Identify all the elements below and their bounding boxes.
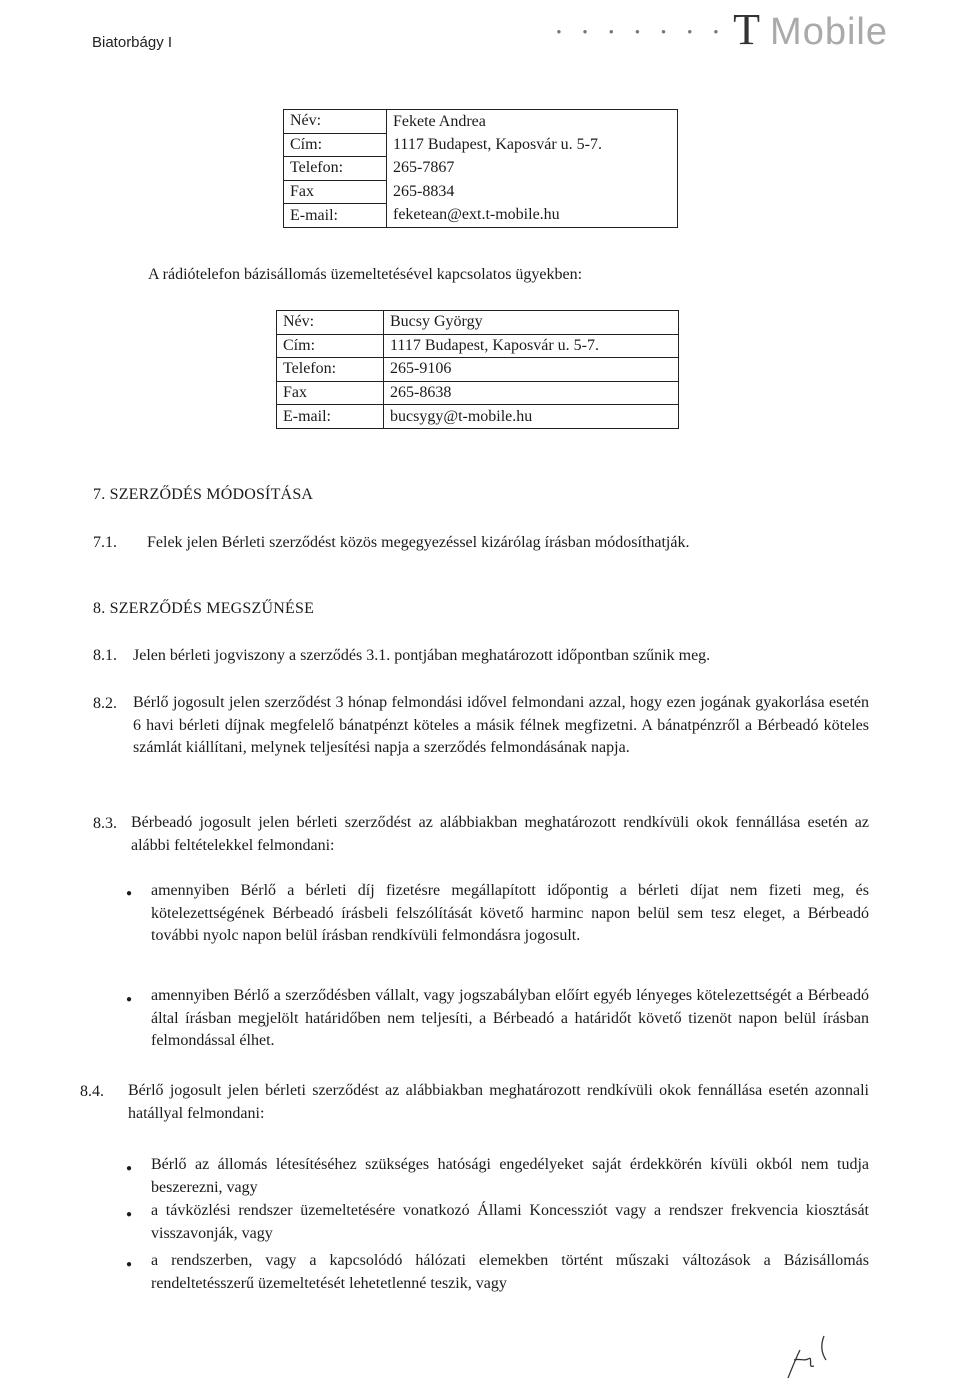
section-8-heading: 8. SZERZŐDÉS MEGSZŰNÉSE bbox=[93, 600, 315, 617]
bullet-icon: ● bbox=[126, 888, 133, 899]
clause-number: 8.3. bbox=[93, 815, 117, 832]
clause-number: 8.2. bbox=[93, 695, 117, 712]
clause-8-1-text: Jelen bérleti jogviszony a szerződés 3.1. pontjában meghatározott időpontban szűnik meg. bbox=[133, 647, 711, 664]
signature-mark bbox=[780, 1328, 840, 1384]
clause-number: 8.4. bbox=[80, 1083, 104, 1100]
contact-label: E-mail: bbox=[277, 405, 384, 429]
clause-number: 7.1. bbox=[93, 534, 117, 551]
contact-row bbox=[284, 157, 678, 181]
t-mobile-logo bbox=[556, 5, 888, 56]
contact-value: 1117 Budapest, Kaposvár u. 5-7. bbox=[384, 334, 679, 358]
list-item: amennyiben Bérlő a bérleti díj fizetésre megállapított időpontig a bérleti díjat nem fizeti meg, és kötelezettségének Bérbeadó írásbeli felszólítását követő harminc napon belül sem tesz eleget, a Bérbeadó további nyolc napon belül írásban rendkívüli felmondásra jogosult. bbox=[151, 882, 869, 944]
bullet-icon: ● bbox=[126, 1163, 133, 1174]
list-item: amennyiben Bérlő a szerződésben vállalt, vagy jogszabályban előírt egyéb lényeges kötelezettségét a Bérbeadó által írásban megjelölt határidőben nem teljesíti, a Bérbeadó a határidőt követő tizenöt napon belül írásban felmondással élhet. bbox=[151, 987, 869, 1049]
contact-row bbox=[284, 110, 678, 134]
contact-label: Név: bbox=[284, 110, 387, 134]
contact-table-1 bbox=[283, 109, 678, 228]
contact-value: feketean@ext.t-mobile.hu bbox=[393, 206, 560, 224]
clause-number: 8.1. bbox=[93, 647, 117, 664]
contact-label: Telefon: bbox=[277, 358, 384, 382]
clause-8-3-text: Bérbeadó jogosult jelen bérleti szerződést az alábbiakban meghatározott rendkívüli okok fennállása esetén az alábbi feltételekkel felmondani: bbox=[131, 814, 869, 854]
bullet-icon: ● bbox=[126, 1259, 133, 1270]
contact-row bbox=[277, 334, 679, 358]
clause-8-2-text: Bérlő jogosult jelen szerződést 3 hónap felmondási idővel felmondani azzal, hogy ezen jogának gyakorlása esetén 6 havi bérleti díjnak megfelelő bánatpénzt köteles a másik félnek megfizetni. A bánatpénzről a Bérbeadó köteles számlát kiállítani, melynek teljesítési napja a szerződés felmondásának napja. bbox=[133, 694, 869, 756]
contact-row bbox=[277, 405, 679, 429]
contact-value: Fekete Andrea bbox=[393, 112, 486, 130]
header-location: Biatorbágy I bbox=[92, 34, 173, 51]
brand-t-letter: T bbox=[733, 5, 761, 54]
contact-label: Fax bbox=[284, 180, 387, 204]
contact-row bbox=[277, 311, 679, 335]
brand-mobile-text: Mobile bbox=[770, 11, 888, 53]
intro-paragraph: A rádiótelefon bázisállomás üzemeltetésével kapcsolatos ügyekben: bbox=[148, 266, 583, 283]
contact-value: 265-9106 bbox=[384, 358, 679, 382]
contact-row bbox=[284, 180, 678, 204]
list-item: Bérlő az állomás létesítéséhez szükséges hatósági engedélyeket saját érdekkörén kívüli okból nem tudja beszerezni, vagy bbox=[151, 1156, 869, 1196]
clause-8-4-text: Bérlő jogosult jelen bérleti szerződést az alábbiakban meghatározott rendkívüli okok fennállása esetén azonnali hatállyal felmondani: bbox=[128, 1082, 869, 1122]
clause-7-1-text: Felek jelen Bérleti szerződést közös megegyezéssel kizárólag írásban módosíthatják. bbox=[147, 534, 690, 551]
brand-dots: • • • • • • • bbox=[556, 24, 728, 39]
contact-row bbox=[284, 204, 678, 228]
contact-label: Név: bbox=[277, 311, 384, 335]
contact-value: 1117 Budapest, Kaposvár u. 5-7. bbox=[393, 135, 602, 153]
list-item: a távközlési rendszer üzemeltetésére vonatkozó Állami Koncessziót vagy a rendszer frekvencia kiosztását visszavonják, vagy bbox=[151, 1202, 869, 1242]
contact-row bbox=[277, 381, 679, 405]
list-item: a rendszerben, vagy a kapcsolódó hálózati elemekben történt műszaki változások a Bázisállomás rendeltetésszerű üzemeltetését lehetetlenné teszik, vagy bbox=[151, 1252, 869, 1292]
contact-value: 265-7867 bbox=[393, 159, 455, 177]
contact-value: bucsygy@t-mobile.hu bbox=[384, 405, 679, 429]
section-7-heading: 7. SZERZŐDÉS MÓDOSÍTÁSA bbox=[93, 486, 314, 503]
contact-value: 265-8834 bbox=[393, 183, 455, 201]
contact-label: Telefon: bbox=[284, 157, 387, 181]
bullet-icon: ● bbox=[126, 1209, 133, 1220]
contact-label: Cím: bbox=[277, 334, 384, 358]
contact-row bbox=[277, 358, 679, 382]
contact-value: Bucsy György bbox=[390, 313, 483, 331]
contact-value: 265-8638 bbox=[384, 381, 679, 405]
contact-table-2 bbox=[276, 310, 679, 429]
bullet-icon: ● bbox=[126, 994, 133, 1005]
contact-label: Cím: bbox=[284, 133, 387, 157]
contact-row bbox=[284, 133, 678, 157]
contact-label: Fax bbox=[277, 381, 384, 405]
contact-label: E-mail: bbox=[284, 204, 387, 228]
